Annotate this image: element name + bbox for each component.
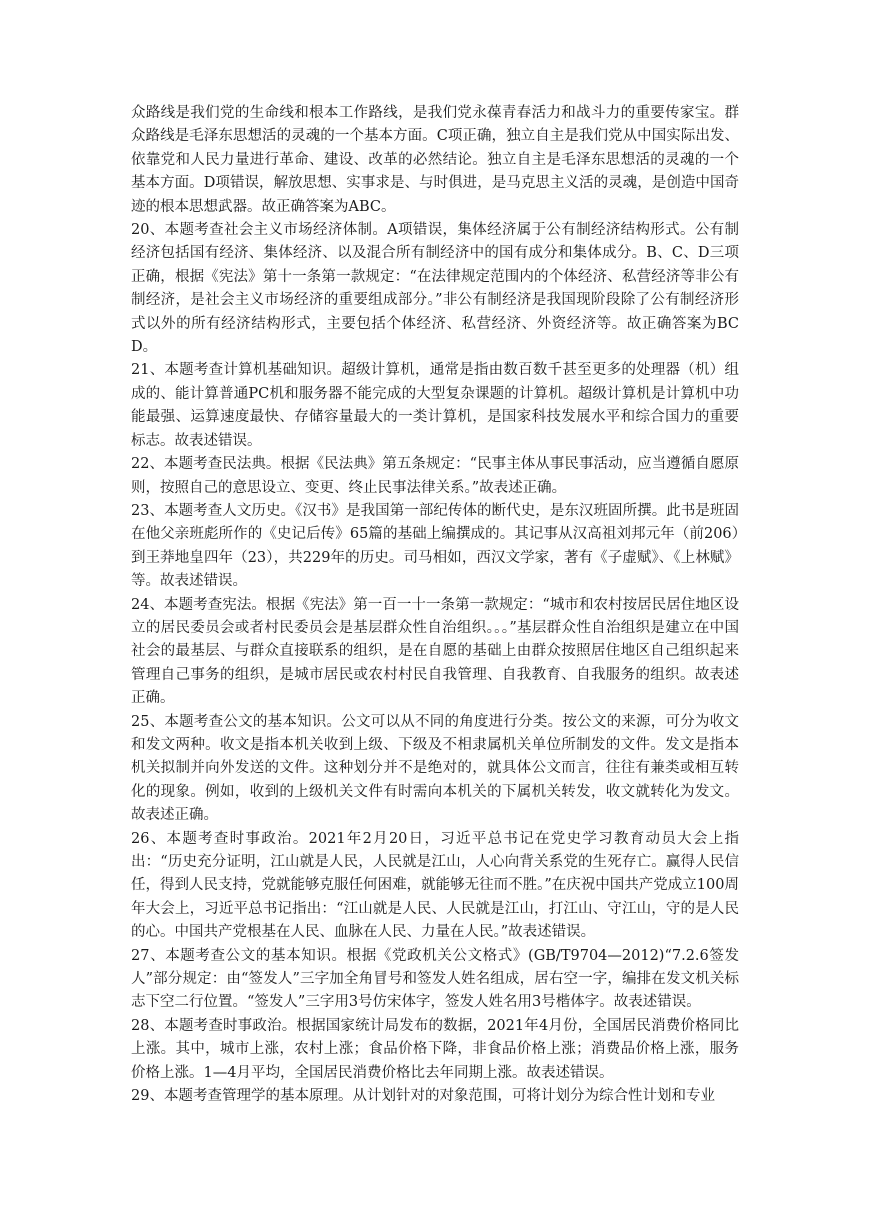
paragraph-22: 22、本题考查民法典。根据《民法典》第五条规定：“民事主体从事民事活动，应当遵循自愿原则，按照自己的意思设立、变更、终止民事法律关系。”故表述正确。 <box>131 456 739 496</box>
paragraph-24: 24、本题考查宪法。根据《宪法》第一百一十一条第一款规定：“城市和农村按居民居住地区设立的居民委员会或者村民委员会是基层群众性自治组织。。。”基层群众性自治组织是建立在中国社会的最基层、与群众直接联系的组织，是在自愿的基础上由群众按照居住地区自己组织起来管理自己事务的组织，是城市居民或农村村民自我管理、自我教育、自我服务的组织。故表述正确。 <box>131 596 739 707</box>
paragraph-28: 28、本题考查时事政治。根据国家统计局发布的数据，2021年4月份，全国居民消费价格同比上涨。其中，城市上涨，农村上涨；食品价格下降，非食品价格上涨；消费品价格上涨，服务价格上涨。1—4月平均，全国居民消费价格比去年同期上涨。故表述错误。 <box>131 1017 739 1081</box>
paragraph-26: 26、本题考查时事政治。2021年2月20日，习近平总书记在党史学习教育动员大会上指出：“历史充分证明，江山就是人民，人民就是江山，人心向背关系党的生死存亡。赢得人民信任，得到人民支持，党就能够克服任何困难，就能够无往而不胜。”在庆祝中国共产党成立100周年大会上，习近平总书记指出：“江山就是人民、人民就是江山，打江山、守江山，守的是人民的心。中国共产党根基在人民、血脉在人民、力量在人民。”故表述错误。 <box>131 830 739 941</box>
document-body <box>131 102 739 1108</box>
paragraph-29: 29、本题考查管理学的基本原理。从计划针对的对象范围，可将计划分为综合性计划和专业 <box>131 1088 715 1105</box>
paragraph-19-continued: 众路线是我们党的生命线和根本工作路线，是我们党永葆青春活力和战斗力的重要传家宝。群众路线是毛泽东思想活的灵魂的一个基本方面。C项正确，独立自主是我们党从中国实际出发、依靠党和人民力量进行革命、建设、改革的必然结论。独立自主是毛泽东思想活的灵魂的一个基本方面。D项错误，解放思想、实事求是、与时俱进，是马克思主义活的灵魂，是创造中国奇迹的根本思想武器。故正确答案为ABC。 <box>131 105 739 215</box>
paragraph-21: 21、本题考查计算机基础知识。超级计算机，通常是指由数百数千甚至更多的处理器（机）组成的、能计算普通PC机和服务器不能完成的大型复杂课题的计算机。超级计算机是计算机中功能最强、运算速度最快、存储容量最大的一类计算机，是国家科技发展水平和综合国力的重要标志。故表述错误。 <box>131 362 739 449</box>
paragraph-25: 25、本题考查公文的基本知识。公文可以从不同的角度进行分类。按公文的来源，可分为收文和发文两种。收文是指本机关收到上级、下级及不相隶属机关单位所制发的文件。发文是指本机关拟制并向外发送的文件。这种划分并不是绝对的，就具体公文而言，往往有兼类或相互转化的现象。例如，收到的上级机关文件有时需向本机关的下属机关转发，收文就转化为发文。故表述正确。 <box>131 713 739 824</box>
paragraph-23: 23、本题考查人文历史。《汉书》是我国第一部纪传体的断代史，是东汉班固所撰。此书是班固在他父亲班彪所作的《史记后传》65篇的基础上编撰成的。其记事从汉高祖刘邦元年（前206）到王莽地皇四年（23），共229年的历史。司马相如，西汉文学家，著有《子虚赋》、《上林赋》等。故表述错误。 <box>131 502 739 590</box>
paragraph-20: 20、本题考查社会主义市场经济体制。A项错误，集体经济属于公有制经济结构形式。公有制经济包括国有经济、集体经济、以及混合所有制经济中的国有成分和集体成分。B、C、D三项正确，根据《宪法》第十一条第一款规定：“在法律规定范围内的个体经济、私营经济等非公有制经济，是社会主义市场经济的重要组成部分。”非公有制经济是我国现阶段除了公有制经济形式以外的所有经济结构形式，主要包括个体经济、私营经济、外资经济等。故正确答案为BCD。 <box>131 222 739 356</box>
paragraph-27: 27、本题考查公文的基本知识。根据《党政机关公文格式》(GB/T9704—2012)“7.2.6签发人”部分规定：由“签发人”三字加全角冒号和签发人姓名组成，居右空一字，编排在发文机关标志下空二行位置。“签发人”三字用3号仿宋体字，签发人姓名用3号楷体字。故表述错误。 <box>131 947 739 1011</box>
